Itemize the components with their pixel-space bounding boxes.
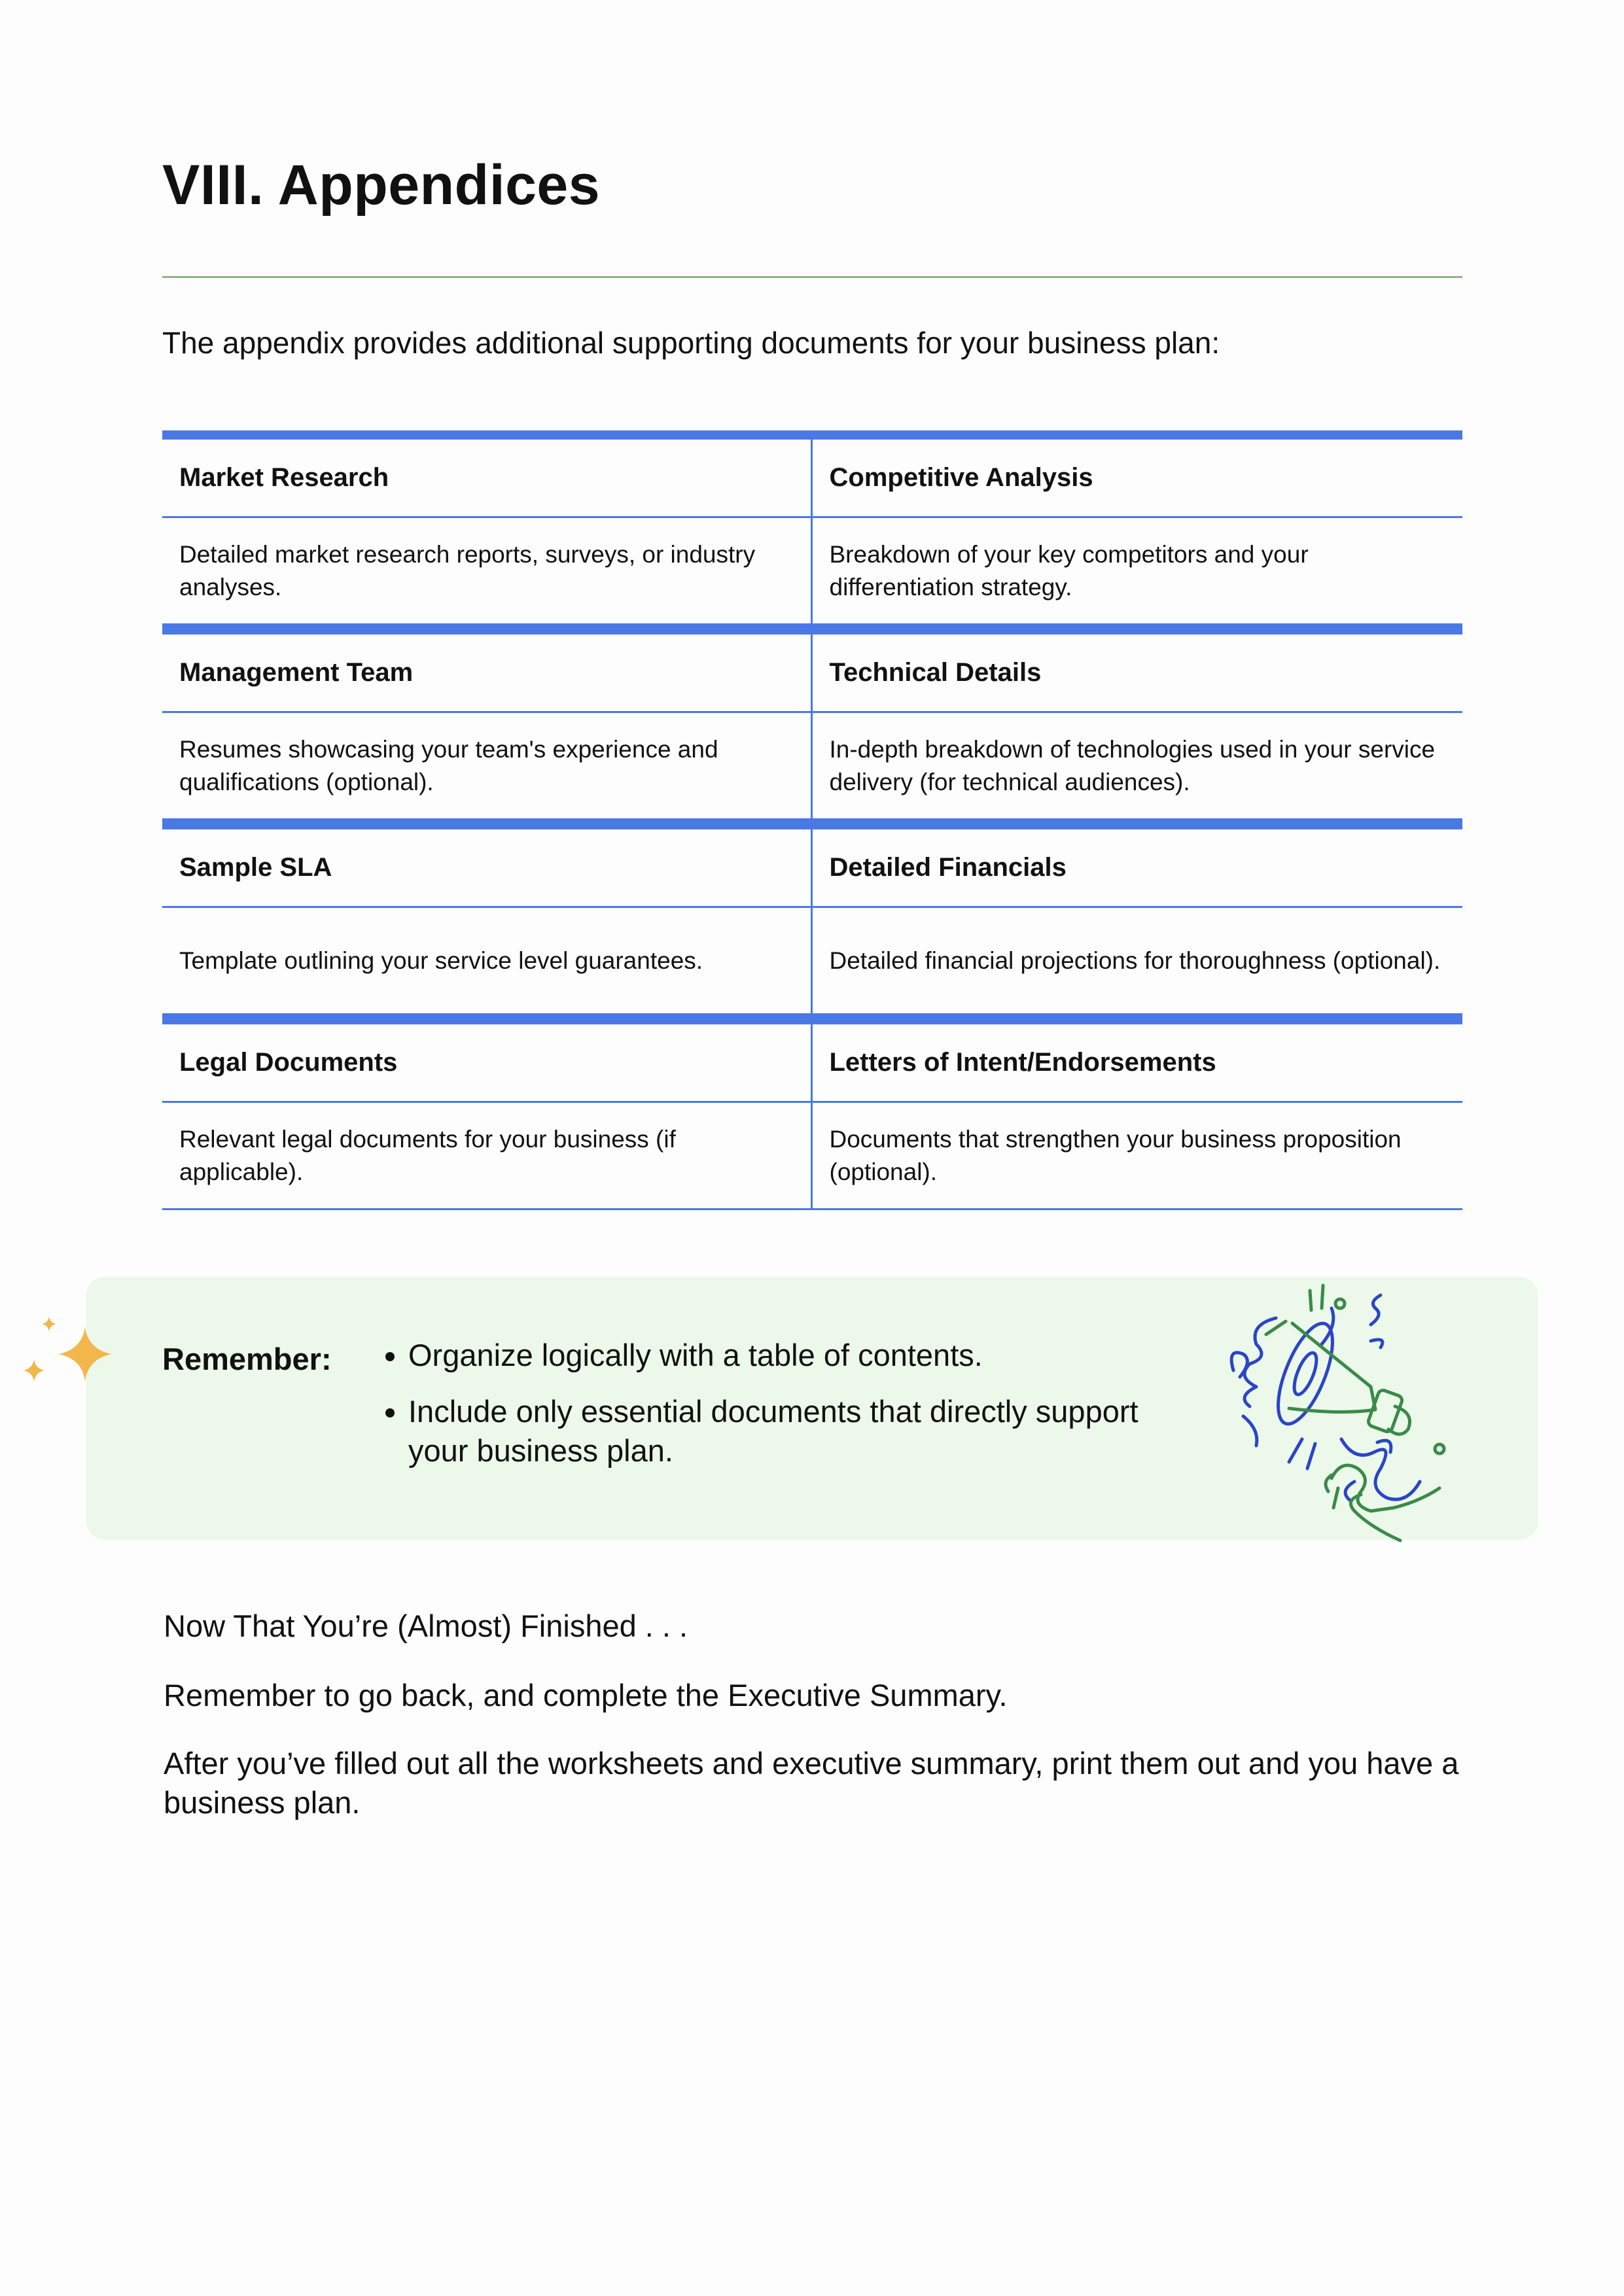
cell-description: Breakdown of your key competitors and your differentiation strategy. (829, 541, 1309, 600)
table-row (162, 1024, 1462, 1103)
cell-description: Template outlining your service level guarantees. (162, 908, 813, 1013)
cell-heading-letters-of-intent: Letters of Intent/Endorsements (829, 1048, 1216, 1077)
page-title: VIII. Appendices (162, 154, 601, 217)
megaphone-icon (1224, 1272, 1472, 1547)
cell-description: Detailed financial projections for thoroughness (optional). (829, 947, 1441, 974)
tips-list (372, 1336, 1193, 1487)
table-row (162, 908, 1462, 1015)
cell-heading-legal-documents: Legal Documents (162, 1024, 813, 1101)
cell-description: In-depth breakdown of technologies used in your service delivery (for technical audiences). (829, 736, 1436, 795)
table-group-3 (162, 820, 1462, 1015)
cell-heading-sample-sla: Sample SLA (162, 829, 813, 906)
title-divider (162, 276, 1462, 278)
closing-heading: Now That You’re (Almost) Finished . . . (164, 1609, 688, 1643)
cell-heading-technical-details: Technical Details (829, 658, 1042, 687)
cell-description: Relevant legal documents for your business (if applicable). (162, 1103, 813, 1208)
appendix-table (162, 430, 1462, 1210)
list-item: • Include only essential documents that directly support your business plan. (408, 1392, 1193, 1470)
table-row (162, 440, 1462, 518)
closing-line-2: After you’ve filled out all the worksheets and executive summary, print them out and you have a business plan. (164, 1746, 1459, 1820)
table-row (162, 713, 1462, 820)
table-group-2 (162, 625, 1462, 820)
table-row (162, 829, 1462, 908)
cell-heading-detailed-financials: Detailed Financials (829, 853, 1067, 882)
intro-text: The appendix provides additional supporting documents for your business plan: (162, 326, 1220, 360)
table-group-1 (162, 430, 1462, 625)
cell-description: Resumes showcasing your team's experience and qualifications (optional). (162, 713, 813, 818)
table-group-4 (162, 1015, 1462, 1210)
cell-heading-market-research: Market Research (162, 440, 813, 516)
cell-description: Detailed market research reports, surveys, or industry analyses. (162, 518, 813, 623)
remember-label: Remember: (162, 1342, 332, 1376)
closing-line-1: Remember to go back, and complete the Executive Summary. (164, 1678, 1008, 1713)
cell-description: Documents that strengthen your business proposition (optional). (829, 1126, 1402, 1185)
table-row (162, 1103, 1462, 1210)
sparkle-icon (13, 1308, 131, 1406)
cell-heading-management-team: Management Team (162, 635, 813, 711)
list-item: • Organize logically with a table of contents. (408, 1336, 1193, 1375)
cell-heading-competitive-analysis: Competitive Analysis (829, 463, 1093, 492)
table-row (162, 518, 1462, 625)
table-row (162, 635, 1462, 713)
